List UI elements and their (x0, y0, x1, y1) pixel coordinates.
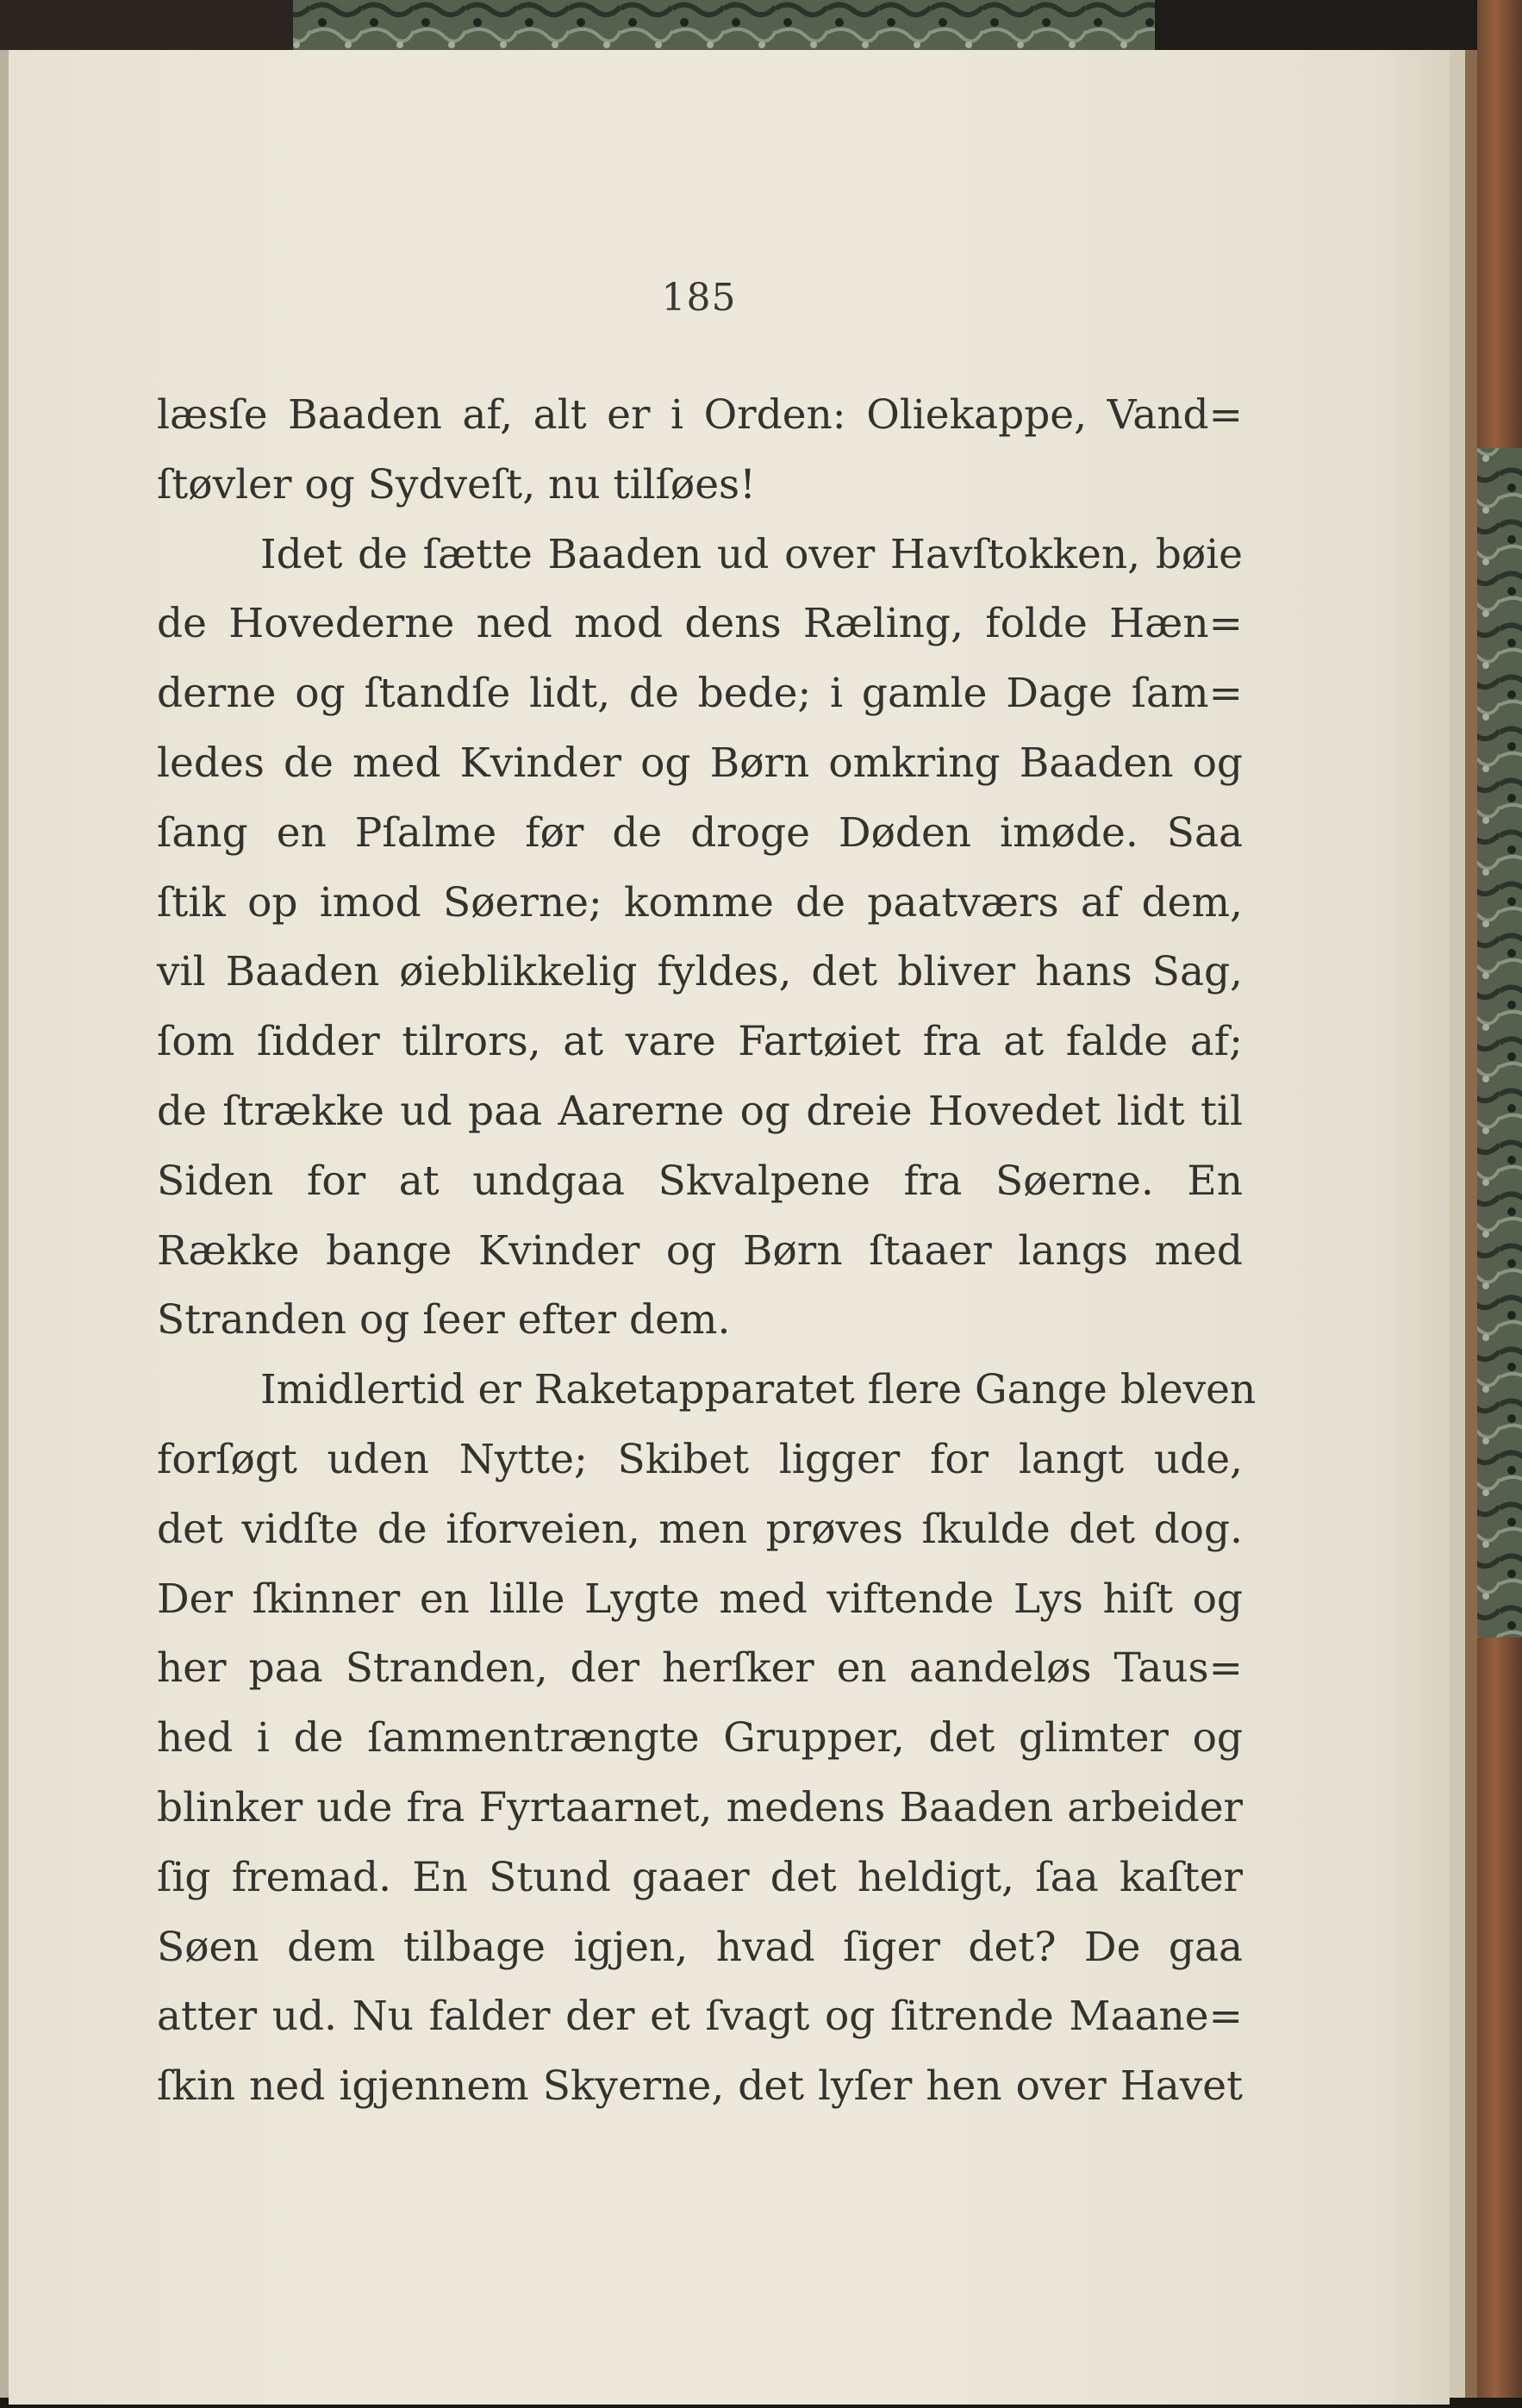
text-line: ſtik op imod Søerne; komme de paatværs af dem, (157, 878, 1243, 926)
text-line: ſig fremad. En Stund gaaer det heldigt, ſaa kaſter (157, 1853, 1243, 1901)
text-line: de ſtrække ud paa Aarerne og dreie Hovedet lidt til (157, 1087, 1243, 1135)
text-line: de Hovederne ned mod dens Ræling, folde Hæn= (157, 600, 1243, 648)
text-line: hed i de ſammentrængte Grupper, det glimter og (157, 1714, 1243, 1762)
body-text (157, 381, 1257, 2122)
text-line: ſang en Pſalme før de droge Døden imøde. Saa (157, 808, 1243, 857)
right-page-stack (1450, 50, 1465, 2408)
text-line: Imidlertid er Raketapparatet flere Gange bleven (260, 1366, 1257, 1414)
left-binding-edge (0, 50, 9, 2408)
text-line: ledes de med Kvinder og Børn omkring Baaden og (157, 739, 1243, 787)
text-line: blinker ude fra Fyrtaarnet, medens Baaden arbeider (157, 1783, 1243, 1831)
text-line: Siden for at undgaa Skvalpene fra Søerne. En (157, 1157, 1243, 1205)
text-line: forſøgt uden Nytte; Skibet ligger for langt ude, (157, 1435, 1243, 1483)
text-line: ſkin ned igjennem Skyerne, det lyſer hen over Havet (157, 2062, 1243, 2111)
text-line: ſom ſidder tilrors, at vare Fartøiet fra at falde af; (157, 1018, 1243, 1066)
text-line: Stranden og ſeer efter dem. (157, 1296, 731, 1344)
text-line: Række bange Kvinder og Børn ſtaaer langs med (157, 1226, 1243, 1275)
text-line: atter ud. Nu falder der et ſvagt og ſitrende Maane= (157, 1993, 1243, 2041)
text-line: vil Baaden øieblikkelig fyldes, det bliver hans Sag, (157, 948, 1243, 996)
text-line: Der ſkinner en lille Lygte med viftende Lys hiſt og (157, 1575, 1243, 1623)
text-line: læsſe Baaden af, alt er i Orden: Oliekappe, Vand= (157, 391, 1243, 439)
top-left-dark-edge (0, 0, 293, 50)
text-line: ſtøvler og Sydveſt, nu tilſøes! (157, 460, 757, 508)
text-line: derne og ſtandſe lidt, de bede; i gamle Dage ſam= (157, 670, 1243, 718)
text-line: her paa Stranden, der herſker en aandeløs Taus= (157, 1644, 1243, 1693)
text-line: Idet de ſætte Baaden ud over Havſtokken, bøie (260, 530, 1243, 578)
text-line: det vidſte de iforveien, men prøves ſkulde det dog. (157, 1505, 1243, 1553)
book-page (9, 50, 1450, 2405)
right-marbled-edge (1477, 448, 1522, 1638)
page-number: 185 (661, 276, 737, 320)
top-right-dark-edge (1155, 0, 1522, 50)
right-page-shadow (1465, 50, 1477, 2408)
text-line: Søen dem tilbage igjen, hvad ſiger det? De gaa (157, 1923, 1243, 1971)
